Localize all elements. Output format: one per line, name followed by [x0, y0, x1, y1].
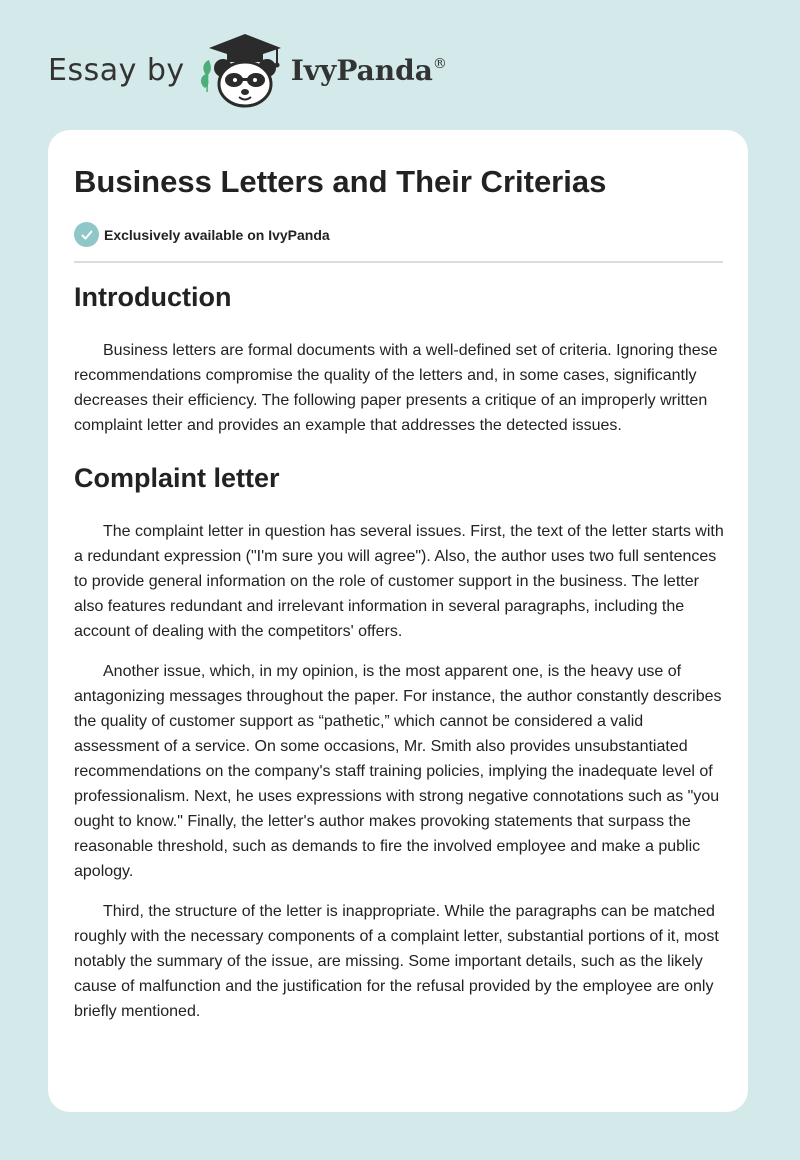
complaint-paragraph-1: The complaint letter in question has several issues. First, the text of the letter starts with a redundant expression ("I'm sure you will agree"). Also, the author uses two full sentences to provide general information on the role of customer support in the business. The letter also features redundant and irrelevant information in several paragraphs, including the account of dealing with the competitors' offers. — [74, 523, 724, 640]
registered-mark: ® — [432, 55, 447, 72]
panda-logo-icon[interactable] — [197, 30, 287, 110]
site-header — [48, 30, 447, 110]
section-heading-complaint-letter: Complaint letter — [74, 463, 280, 493]
essay-by-label: Essay by — [48, 52, 185, 88]
introduction-paragraph: Business letters are formal documents with a well-defined set of criteria. Ignoring these recommendations compromise the quality of the letters and, in some cases, significantly decreases their efficiency. The following paper presents a critique of an improperly written complaint letter and provides an example that addresses the detected issues. — [74, 342, 718, 434]
check-circle-icon — [74, 222, 99, 247]
section-heading-introduction: Introduction — [74, 282, 232, 312]
complaint-paragraph-2: Another issue, which, in my opinion, is the most apparent one, is the heavy use of antagonizing messages throughout the paper. For instance, the author constantly describes the quality of customer support as “pathetic,” which cannot be considered a valid assessment of a service. On some occasions, Mr. Smith also provides unsubstantiated recommendations on the company's staff training policies, implying the inadequate level of professionalism. Next, he uses expressions with strong negative connotations such as "you ought to know." Finally, the letter's author makes provoking statements that surpass the reasonable threshold, such as demands to fire the involved employee and make a public apology. — [74, 663, 722, 880]
exclusive-badge-label: Exclusively available on IvyPanda — [104, 226, 330, 243]
title-divider — [74, 261, 723, 263]
page-title: Business Letters and Their Criterias — [74, 164, 607, 199]
essay-body — [74, 282, 724, 1024]
complaint-paragraph-3: Third, the structure of the letter is inappropriate. While the paragraphs can be matched roughly with the necessary components of a complaint letter, substantial portions of it, most notably the summary of the issue, are missing. Some important details, such as the likely cause of malfunction and the justification for the refusal provided by the employee are only briefly mentioned. — [74, 903, 719, 1020]
brand-name[interactable]: IvyPanda® — [290, 53, 447, 87]
exclusive-badge — [74, 222, 330, 247]
essay-card — [48, 130, 748, 1112]
